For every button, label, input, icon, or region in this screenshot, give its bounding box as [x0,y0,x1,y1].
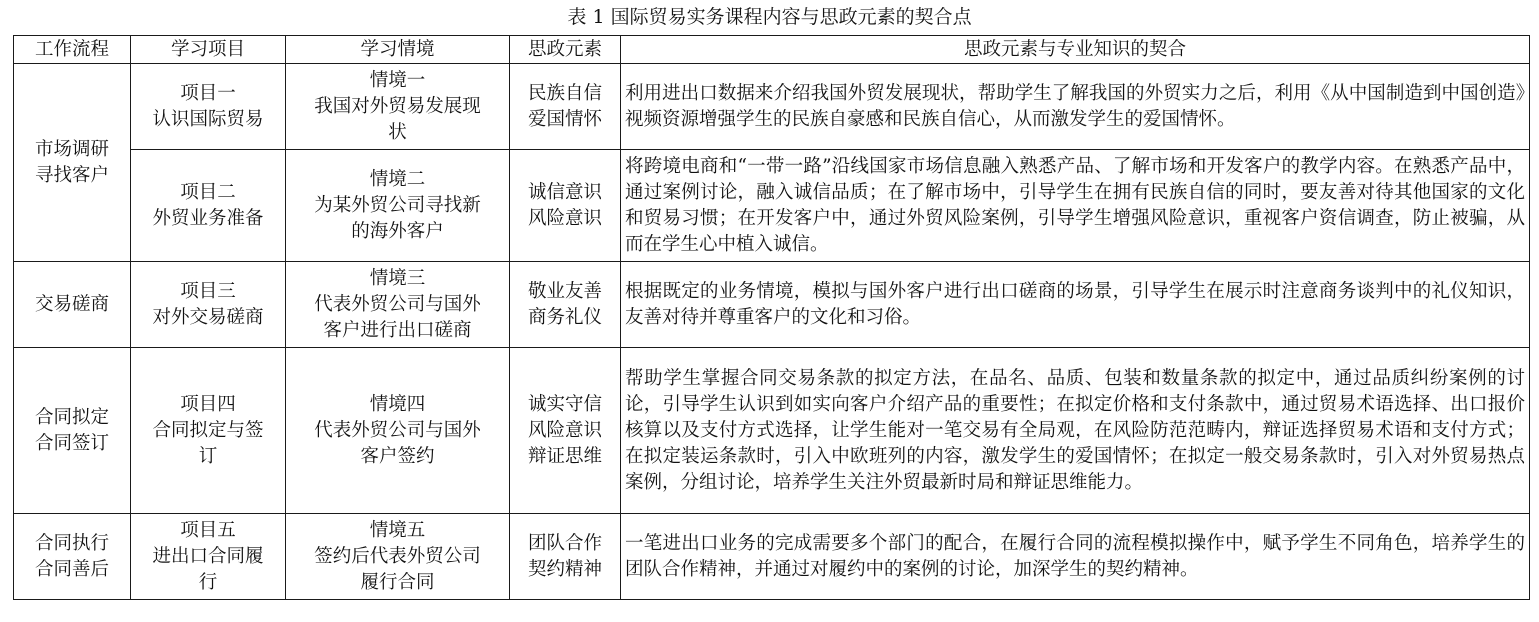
table-row [14,348,1530,514]
fit-text-cell: 根据既定的业务情境，模拟与国外客户进行出口磋商的场景，引导学生在展示时注意商务谈判中的礼仪知识，友善对待并尊重客户的文化和习俗。 [621,262,1530,348]
header-scenario: 学习情境 [286,36,510,64]
scenario-cell [286,348,510,514]
scenario-line: 为某外贸公司寻找新 [314,194,481,216]
project-cell [131,514,286,600]
project-line: 认识国际贸易 [152,108,264,130]
project-line: 外贸业务准备 [152,207,264,229]
element-line: 民族自信 [527,82,602,104]
element-cell [510,262,621,348]
workflow-cell [14,262,131,348]
element-line: 团队合作 [527,532,602,554]
workflow-line: 合同执行 [34,532,109,554]
scenario-line: 我国对外贸易发展现 [314,95,481,117]
element-line: 敬业友善 [527,280,602,302]
scenario-line: 代表外贸公司与国外 [314,293,481,315]
header-fit: 思政元素与专业知识的契合 [621,36,1530,64]
scenario-cell [286,150,510,262]
workflow-line: 合同善后 [34,558,109,580]
project-line: 项目三 [180,280,236,302]
scenario-line: 状 [388,121,407,143]
project-line: 项目一 [180,82,236,104]
scenario-line: 情境二 [369,168,426,190]
table-row [14,64,1530,150]
table-caption: 表 1 国际贸易实务课程内容与思政元素的契合点 [567,6,972,28]
project-cell [131,150,286,262]
workflow-cell [14,64,131,262]
workflow-cell [14,348,131,514]
element-line: 商务礼仪 [527,306,602,328]
fit-text-cell: 将跨境电商和“一带一路”沿线国家市场信息融入熟悉产品、了解市场和开发客户的教学内容。在熟悉产品中，通过案例讨论，融入诚信品质；在了解市场中，引导学生在拥有民族自信的同时，要友善对待其他国家的文化和贸易习惯；在开发客户中，通过外贸风险案例，引导学生增强风险意识，重视客户资信调查，防止被骗，从而在学生心中植入诚信。 [621,150,1530,262]
scenario-line: 客户进行出口磋商 [323,319,472,341]
table-row [14,150,1530,262]
project-line: 进出口合同履 [152,545,264,567]
element-cell [510,514,621,600]
scenario-line: 代表外贸公司与国外 [314,419,481,441]
element-cell [510,64,621,150]
workflow-line: 合同拟定 [34,406,109,428]
scenario-cell [286,262,510,348]
element-line: 契约精神 [527,558,602,580]
element-line: 风险意识 [527,419,602,441]
project-line: 行 [198,571,218,593]
project-line: 合同拟定与签 [152,419,264,441]
header-element: 思政元素 [510,36,621,64]
scenario-line: 客户签约 [360,445,435,467]
scenario-line: 的海外客户 [351,220,444,242]
project-line: 项目四 [180,393,236,415]
scenario-line: 情境三 [369,267,426,289]
project-cell [131,262,286,348]
fit-text-cell: 帮助学生掌握合同交易条款的拟定方法，在品名、品质、包装和数量条款的拟定中，通过品质纠纷案例的讨论，引导学生认识到如实向客户介绍产品的重要性；在拟定价格和支付条款中，通过贸易术语选择、出口报价核算以及支付方式选择，让学生能对一笔交易有全局观，在风险防范范畴内，辩证选择贸易术语和支付方式；在拟定装运条款时，引入中欧班列的内容，激发学生的爱国情怀；在拟定一般交易条款时，引入对外贸易热点案例，分组讨论，培养学生关注外贸最新时局和辩证思维能力。 [621,348,1530,514]
fit-text-cell: 一笔进出口业务的完成需要多个部门的配合，在履行合同的流程模拟操作中，赋予学生不同角色，培养学生的团队合作精神，并通过对履约中的案例的讨论，加深学生的契约精神。 [621,514,1530,600]
scenario-line: 情境一 [369,69,426,91]
project-cell [131,64,286,150]
scenario-cell [286,514,510,600]
fit-text-cell: 利用进出口数据来介绍我国外贸发展现状，帮助学生了解我国的外贸实力之后，利用《从中国制造到中国创造》视频资源增强学生的民族自豪感和民族自信心，从而激发学生的爱国情怀。 [621,64,1530,150]
course-table [13,35,1530,600]
workflow-line: 寻找客户 [34,164,109,186]
element-line: 风险意识 [527,207,602,229]
scenario-line: 情境四 [369,393,426,415]
workflow-line: 市场调研 [34,138,109,160]
project-line: 订 [198,445,218,467]
element-line: 诚信意识 [527,181,602,203]
element-line: 辩证思维 [527,445,602,467]
element-cell [510,348,621,514]
project-cell [131,348,286,514]
header-row [14,36,1530,64]
project-line: 项目二 [180,181,236,203]
project-line: 对外交易磋商 [152,306,264,328]
scenario-line: 签约后代表外贸公司 [314,545,481,567]
project-line: 项目五 [180,519,236,541]
workflow-line: 合同签订 [34,432,109,454]
header-project: 学习项目 [131,36,286,64]
workflow-line: 交易磋商 [34,293,109,315]
element-line: 诚实守信 [527,393,602,415]
scenario-cell [286,64,510,150]
element-line: 爱国情怀 [527,108,602,130]
scenario-line: 履行合同 [360,571,435,593]
table-row [14,514,1530,600]
element-cell [510,150,621,262]
table-row [14,262,1530,348]
scenario-line: 情境五 [369,519,426,541]
workflow-cell [14,514,131,600]
header-workflow: 工作流程 [14,36,131,64]
